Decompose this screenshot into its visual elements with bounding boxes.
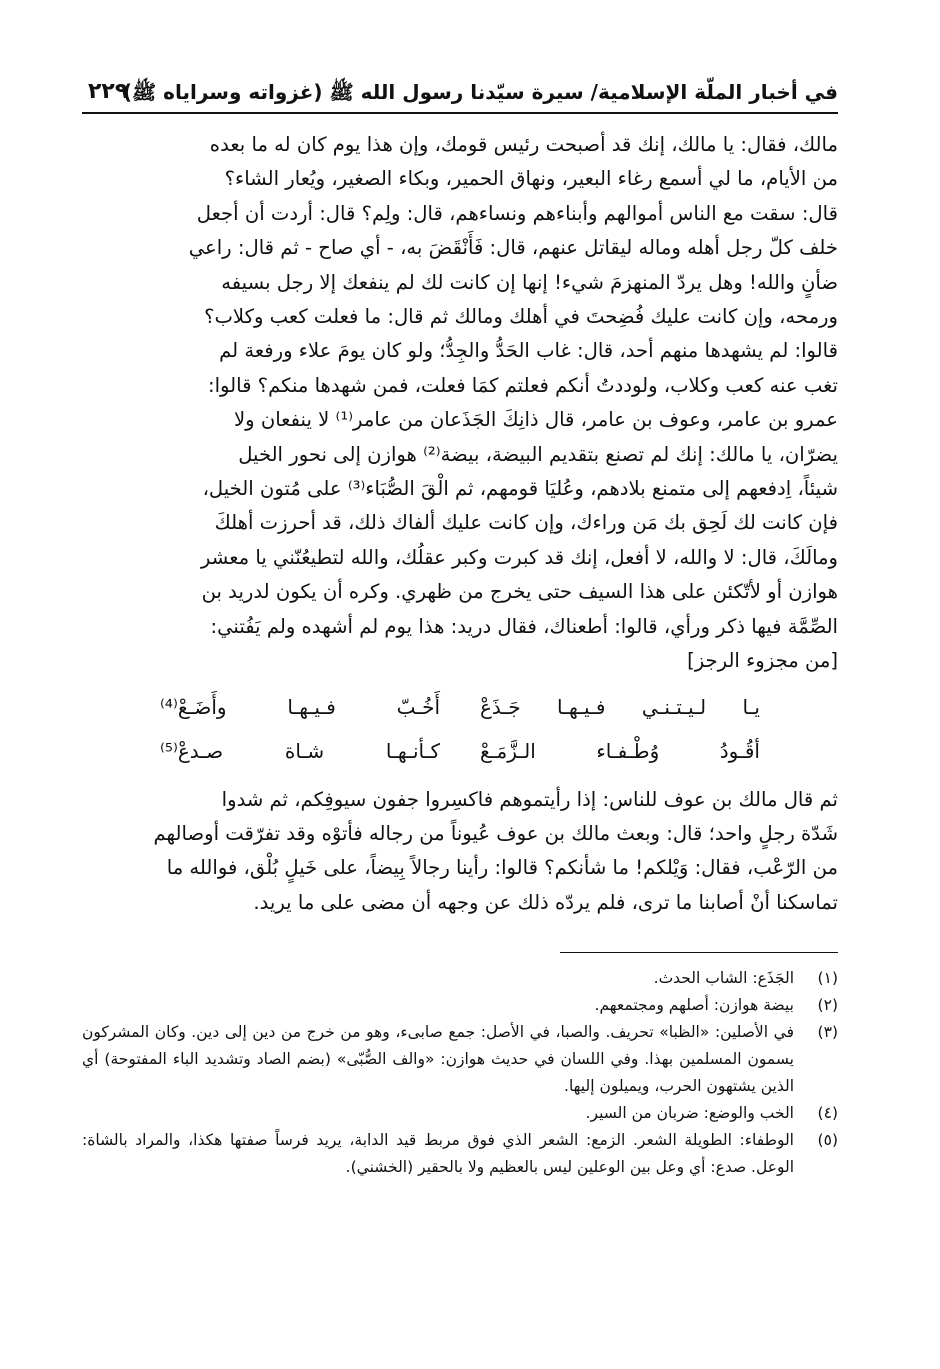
running-header — [82, 72, 838, 114]
footnotes — [82, 965, 838, 1181]
footnote-text: في الأصلين: «الظبا» تحريف. والصبا، في الأصل: جمع صابىء، وهو من خرج من دين إلى دين. وكان المشركون يسمون المسلمين بهذا. وفي اللسان في حديث هوازن: «والف الصُّبّى» (بضم الصاد وتشديد الباء المفتوحة) أي الذين يشتهون الحرب، ويميلون إليها. — [82, 1023, 794, 1096]
footnote-number: (٥) — [817, 1131, 838, 1150]
main-text — [82, 128, 838, 679]
second-hemistich: أَخُـبّ فـيـهـا وأَضَـعْ⁽⁴⁾ — [160, 694, 440, 719]
text-line: هوازن أو لأتّكئن على هذا السيف حتى يخرج من ظهري. وكره أن يكون لدريد بن — [201, 580, 838, 604]
closing-paragraph — [82, 783, 838, 921]
footnote-text: بيضة هوازن: أصلهم ومجتمعهم. — [594, 996, 794, 1015]
footnote — [82, 1127, 838, 1181]
footnote-number: (٢) — [817, 996, 838, 1015]
footnote — [82, 1100, 838, 1127]
footnote-divider — [560, 952, 838, 953]
footnote-number: (١) — [817, 969, 838, 988]
text-line: ضأنٍ والله! وهل يردّ المنهزمَ شيء! إنها إن كانت لك لم ينفعك إلا رجل بسيفه — [221, 270, 838, 294]
text-line: شيئاً، اِدفعهم إلى متمنع بلادهم، وعُليَا قومهم، ثم الْقَ الصُّبَاء⁽³⁾ على مُتون الخيل، — [202, 477, 838, 501]
footnote-text: الوطفاء: الطويلة الشعر. الزمع: الشعر الذي فوق مربط قيد الدابة، يريد فرساً صفتها هكذا، والمراد بالشاة: الوعل. صدع: أي وعل بين الوعلين ليس بالعظيم ولا بالحقير (الخشني). — [82, 1131, 794, 1177]
text-line: قالوا: لم يشهدها منهم أحد، قال: غاب الحَدُّ والجِدُّ؛ ولو كان يومَ علاء ورفعة لم — [219, 339, 838, 363]
text-line: الصِّمَّة فيها ذكر ورأي، قالوا: أطعناك، فقال دريد: هذا يوم لم أشهده ولم يَفُتني: — [210, 614, 838, 638]
text-line: تماسكنا أنْ أصابنا ما ترى، فلم يردّه ذلك عن وجهه أن مضى على ما يريد. — [253, 890, 838, 914]
footnote — [82, 965, 838, 992]
first-hemistich: أقُـودُ وُطْـفـاء الـزَّمَـعْ — [480, 738, 760, 763]
text-line: من الأيام، ما لي أسمع رغاء البعير، ونهاق الحمير، وبكاء الصغير، ويُعار الشاء؟ — [224, 167, 838, 191]
footnote-number: (٣) — [817, 1023, 838, 1042]
header-title: في أخبار الملّة الإسلامية/ سيرة سيّدنا رسول الله ﷺ (غزواته وسراياه ﷺ) — [122, 80, 838, 104]
footnote — [82, 1019, 838, 1100]
text-line: من الرّعْب، فقال: وَيْلكم! ما شأنكم؟ قالوا: رأينا رجالاً بِيضاً، على خَيلٍ بُلْق، فوالله ما — [166, 856, 838, 880]
book-page — [82, 72, 838, 1312]
text-line: فإن كانت لك لَحِق بك مَن وراءك، وإن كانت عليك ألفاك ذلك، قد أحرزت أهلكَ — [214, 511, 838, 535]
text-line: ومالَكَ، قال: لا والله، لا أفعل، إنك قد كبرت وكبر عقلُك، والله لتطيعُنّني يا معشر — [200, 545, 838, 569]
text-line: ورمحه، وإن كانت عليك فُضِحتَ في أهلك ومالك ثم قال: ما فعلت كعب وكلاب؟ — [204, 305, 838, 329]
text-line: خلف كلّ رجل أهله وماله ليقاتل عنهم، قال: فَأَنْقَضَ به، - أي صاح - ثم قال: راعي — [188, 236, 838, 260]
text-line: شَدّة رجلٍ واحد؛ قال: وبعث مالك بن عوف عُيوناً من رجاله فأتوْه وقد تفرّقت أوصالهم — [153, 821, 838, 845]
second-hemistich: كـأنـهـا شـاة صـدعْ⁽⁵⁾ — [160, 738, 440, 763]
poem-verse — [160, 729, 760, 773]
footnote-text: الجَذَع: الشاب الحدث. — [653, 969, 794, 988]
first-hemistich: يـا لـيـتـنـي فـيـهـا جَـذَعْ — [480, 694, 760, 719]
footnote — [82, 992, 838, 1019]
text-line: مالك، فقال: يا مالك، إنك قد أصبحت رئيس قومك، وإن هذا يوم كان له ما بعده — [209, 133, 838, 156]
text-line: ثم قال مالك بن عوف للناس: إذا رأيتموهم فاكسِروا جفون سيوفِكم، ثم شدوا — [221, 787, 838, 811]
poem-meter: [من مجزوء الرجز] — [687, 649, 838, 673]
text-line: تغب عنه كعب وكلاب، ولوددتُ أنكم فعلتم كمَا فعلت، فمن شهدها منكم؟ قالوا: — [207, 373, 838, 397]
footnote-text: الخب والوضع: ضربان من السير. — [585, 1104, 794, 1123]
text-line: قال: سقت مع الناس أموالهم وأبناءهم ونساءهم، قال: ولِم؟ قال: أردت أن أجعل — [196, 201, 838, 225]
text-line: يضرّان، يا مالك: إنك لم تصنع بتقديم البيضة، بيضة⁽²⁾ هوازن إلى نحور الخيل — [238, 442, 838, 466]
page-number: ٢٢٩ — [88, 79, 129, 104]
text-line: عمرو بن عامر، وعوف بن عامر، قال ذانِكَ الجَذَعان من عامر⁽¹⁾ لا ينفعان ولا — [233, 408, 838, 432]
footnote-number: (٤) — [817, 1104, 838, 1123]
poem — [160, 685, 760, 773]
poem-verse — [160, 685, 760, 729]
